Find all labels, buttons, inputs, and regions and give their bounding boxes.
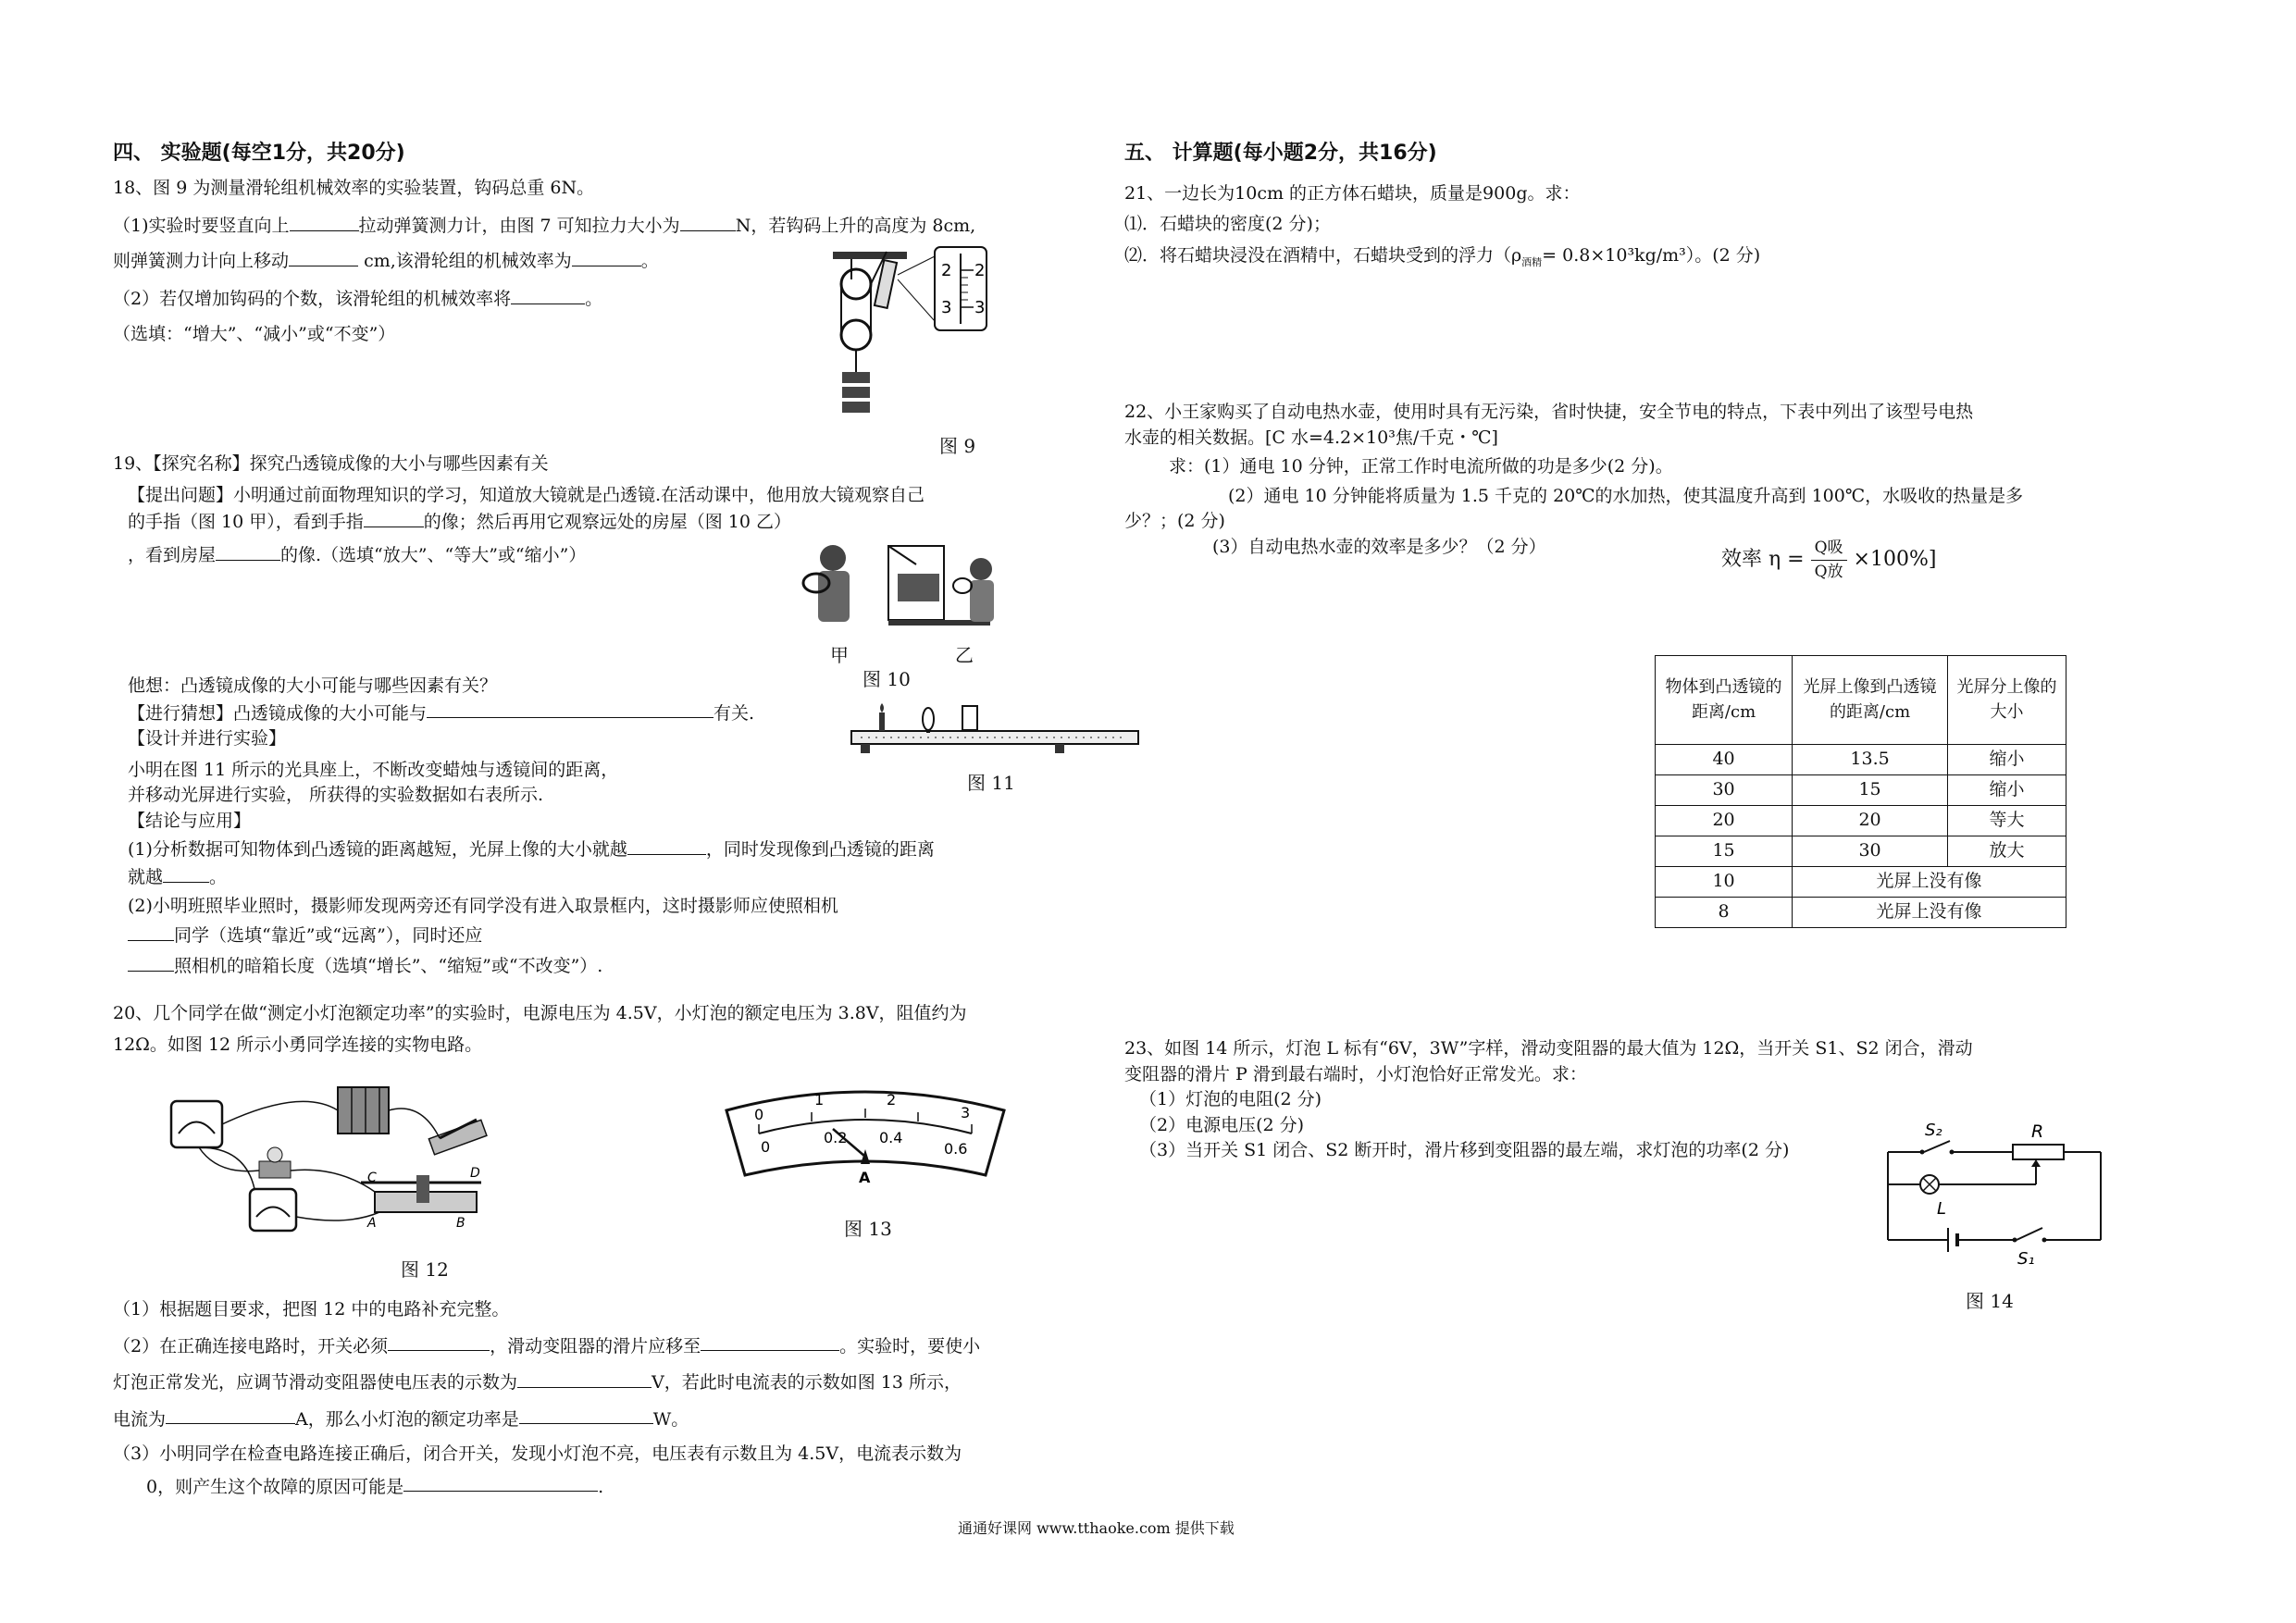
figure-9-caption: 图 9: [939, 435, 976, 457]
q23-line2: 变阻器的滑片 P 滑到最右端时，小灯泡恰好正常发光。求：: [1124, 1063, 1587, 1084]
q20-line7: （3）小明同学在检查电路连接正确后，闭合开关，发现小灯泡不亮，电压表有示数且为 4.5V，电流表示数为: [113, 1443, 962, 1464]
q19-line5: 他想：凸透镜成像的大小可能与哪些因素有关？: [128, 675, 498, 696]
ammeter-bottom-3: 0.6: [944, 1140, 968, 1158]
ammeter-top-1: 1: [814, 1091, 825, 1109]
q20-blank4: [166, 1406, 295, 1425]
q19-line3: 的手指（图 10 甲），看到手指 的像；然后再用它观察远处的房屋（图 10 乙）: [113, 508, 1085, 535]
efficiency-formula: 效率 η = $\frac{\text{Q吸}}{\text{Q放}}$ ×100%]: [1721, 537, 1936, 583]
q18-blank3: [289, 247, 358, 266]
ammeter-unit: A: [859, 1169, 871, 1186]
q20-line6: 电流为 A，那么小灯泡的额定功率是 W。: [113, 1406, 1094, 1432]
q20-line1: 20、几个同学在做“测定小灯泡额定功率”的实验时，电源电压为 4.5V，小灯泡的额定电压为 3.8V，阻值约为: [113, 1003, 967, 1023]
page-footer: 通通好课网 www.tthaoke.com 提供下载: [958, 1519, 1235, 1537]
fig9-scale-3b: 3: [974, 298, 986, 317]
q19-line10: 【结论与应用】: [128, 810, 252, 831]
q18-blank5: [511, 285, 585, 304]
q20-blank5: [519, 1406, 653, 1425]
section-four-title: 四、 实验题(每空1分，共20分): [113, 142, 405, 165]
table-header-row: [1656, 656, 2066, 745]
q21-line2: ⑴．石蜡块的密度(2 分)；: [1124, 214, 1331, 235]
ammeter-top-2: 2: [887, 1091, 897, 1109]
efficiency-fraction: $\frac{\text{Q吸}}{\text{Q放}}$: [1811, 537, 1847, 583]
right-column: [1124, 139, 2152, 270]
q19-line8: 小明在图 11 所示的光具座上，不断改变蜡烛与透镜间的距离，: [128, 759, 619, 780]
q22-line6: (3）自动电热水壶的效率是多少？（2 分）: [1212, 536, 1546, 557]
table-header-image-distance: 光屏上像到凸透镜的距离/cm: [1793, 656, 1948, 745]
q19-line11: (1)分析数据可知物体到凸透镜的距离越短，光屏上像的大小就越 ，同时发现像到凸透镜的距离: [113, 836, 1085, 862]
figure-10-magnifier: [796, 541, 1036, 643]
section-five-title: 五、 计算题(每小题2分，共16分): [1124, 142, 1437, 165]
question-21: [1124, 181, 2152, 270]
q18-blank4: [572, 247, 641, 266]
q19-line7: 【设计并进行实验】: [128, 728, 287, 750]
q19-blank1: [364, 508, 424, 527]
q22-line4: (2）通电 10 分钟能将质量为 1.5 千克的 20℃的水加热，使其温度升高到 100℃，水吸收的热量是多: [1228, 485, 2024, 506]
q19-blank6: [128, 922, 174, 941]
ammeter-top-3: 3: [961, 1104, 971, 1121]
q18-line3: 则弹簧测力计向上移动 cm,该滑轮组的机械效率为 。: [113, 247, 1085, 274]
fig12-label-a: A: [367, 1216, 377, 1231]
q23-line3: （1）灯泡的电阻(2 分): [1139, 1089, 1322, 1110]
q19-blank4: [627, 836, 706, 855]
figure-14-schematic: [1883, 1115, 2110, 1269]
q23-line4: （2）电源电压(2 分): [1139, 1114, 1305, 1135]
q19-line1: 19、【探究名称】探究凸透镜成像的大小与哪些因素有关: [113, 453, 549, 474]
fig9-scale-3a: 3: [941, 298, 952, 317]
figure-9-pulley: [814, 242, 999, 465]
q19-line4: ，看到房屋 的像.（选填“放大”、“等大”或“缩小”）: [113, 541, 1085, 568]
q20-line2: 12Ω。如图 12 所示小勇同学连接的实物电路。: [113, 1034, 483, 1055]
question-22: [1124, 400, 2152, 560]
table-row: 40 13.5 缩小: [1656, 745, 2066, 775]
fig14-label-s2: S₂: [1925, 1121, 1942, 1140]
table-row: 20 20 等大: [1656, 806, 2066, 836]
q19-line15: 照相机的暗箱长度（选填“增长”、“缩短”或“不改变”）.: [113, 952, 1085, 979]
fig12-label-b: B: [456, 1216, 465, 1231]
ammeter-bottom-0: 0: [761, 1138, 771, 1156]
q19-blank7: [128, 952, 174, 972]
fig14-label-l: L: [1937, 1199, 1947, 1219]
fig14-label-s1: S₁: [2017, 1249, 2035, 1269]
q20-blank2: [701, 1332, 839, 1352]
q18-line5: （选填：“增大”、“减小”或“不变”）: [113, 323, 396, 344]
table-row: 10 光屏上没有像: [1656, 867, 2066, 898]
table-row: 30 15 缩小: [1656, 775, 2066, 806]
q18-blank2: [680, 212, 736, 231]
q20-blank6: [403, 1473, 598, 1493]
q19-line13: (2)小明班照毕业照时，摄影师发现两旁还有同学没有进入取景框内，这时摄影师应使照相机: [128, 896, 838, 917]
fig9-scale-2b: 2: [974, 261, 986, 280]
q23-line5: （3）当开关 S1 闭合、S2 断开时，滑片移到变阻器的最左端，求灯泡的功率(2 分): [1139, 1140, 1790, 1161]
fig14-label-r: R: [2031, 1121, 2044, 1142]
q18-blank1: [290, 212, 359, 231]
q22-line3: 求：(1）通电 10 分钟，正常工作时电流所做的功是多少(2 分)。: [1169, 456, 1673, 477]
table-header-image-size: 光屏分上像的大小: [1948, 656, 2066, 745]
q19-line12: 就越 。: [113, 863, 1085, 890]
figure-10-caption: 图 10: [863, 668, 911, 690]
figure-10-label-yi: 乙: [955, 644, 974, 666]
q19-line9: 并移动光屏进行实验， 所获得的实验数据如右表所示.: [128, 785, 544, 806]
q20-blank1: [388, 1332, 490, 1352]
ammeter-bottom-2: 0.4: [879, 1129, 903, 1146]
figure-11-optical-bench: [847, 699, 1152, 763]
question-20: [113, 1001, 1094, 1058]
figure-13-caption: 图 13: [844, 1218, 892, 1240]
q18-line1: 18、图 9 为测量滑轮组机械效率的实验装置，钩码总重 6N。: [113, 177, 595, 198]
q22-line1: 22、小王家购买了自动电热水壶，使用时具有无污染，省时快捷，安全节电的特点，下表中列出了该型号电热: [1124, 402, 1974, 422]
q19-line6: 【进行猜想】凸透镜成像的大小可能与 有关.: [113, 700, 1085, 726]
fig12-label-c: C: [367, 1171, 377, 1185]
q18-line4: （2）若仅增加钩码的个数，该滑轮组的机械效率将 。: [113, 285, 1085, 312]
q19-blank2: [216, 541, 280, 561]
q20-line5: 灯泡正常发光，应调节滑动变阻器使电压表的示数为 V，若此时电流表的示数如图 13 所示，: [113, 1369, 1094, 1395]
lens-data-table: [1655, 655, 2066, 928]
q19-line2: 【提出问题】小明通过前面物理知识的学习，知道放大镜就是凸透镜.在活动课中，他用放大镜观察自己: [128, 484, 925, 505]
q20-line4: （2）在正确连接电路时，开关必须 ，滑动变阻器的滑片应移至 。实验时，要使小: [113, 1332, 1094, 1359]
ammeter-top-0: 0: [754, 1106, 764, 1123]
q20-blank3: [517, 1369, 652, 1388]
q18-line2: （1)实验时要竖直向上 拉动弹簧测力计，由图 7 可知拉力大小为 N，若钩码上升的高度为 8cm,: [113, 212, 1085, 239]
figure-13-ammeter: [722, 1083, 1009, 1194]
table-row: 8 光屏上没有像: [1656, 898, 2066, 928]
figure-12-circuit: [162, 1083, 514, 1249]
table-header-object-distance: 物体到凸透镜的距离/cm: [1656, 656, 1793, 745]
figure-10-label-jia: 甲: [830, 644, 849, 666]
q19-blank3: [427, 700, 714, 719]
q20-line8: 0，则产生这个故障的原因可能是 .: [113, 1473, 1094, 1500]
q20-line3: （1）根据题目要求，把图 12 中的电路补充完整。: [113, 1299, 510, 1319]
ammeter-bottom-1: 0.2: [824, 1129, 848, 1146]
table-row: 15 30 放大: [1656, 836, 2066, 867]
q22-line5: 少？；(2 分): [1124, 511, 1225, 532]
fig12-label-d: D: [470, 1166, 480, 1181]
q23-line1: 23、如图 14 所示，灯泡 L 标有“6V，3W”字样，滑动变阻器的最大值为 12Ω，当开关 S1、S2 闭合，滑动: [1124, 1038, 1973, 1059]
figure-14-caption: 图 14: [1966, 1290, 2014, 1312]
fig9-scale-2a: 2: [941, 261, 952, 280]
figure-12-caption: 图 12: [401, 1258, 449, 1281]
q21-line3: ⑵．将石蜡块浸没在酒精中，石蜡块受到的浮力$(\rho_{酒精}= 0.8\times 10^3kg/m^3)$。(2 分): [1124, 244, 1761, 268]
q19-blank5: [163, 863, 209, 883]
figure-11-caption: 图 11: [967, 772, 1015, 794]
question-20-part2: [113, 1297, 1094, 1500]
q19-line14: 同学（选填“靠近”或“远离”），同时还应: [113, 922, 1085, 948]
q22-line2: 水壶的相关数据。[C 水=4.2×10³焦/千克・℃]: [1124, 427, 1498, 448]
q21-line1: 21、一边长为10cm 的正方体石蜡块，质量是900g。求：: [1124, 182, 1581, 204]
